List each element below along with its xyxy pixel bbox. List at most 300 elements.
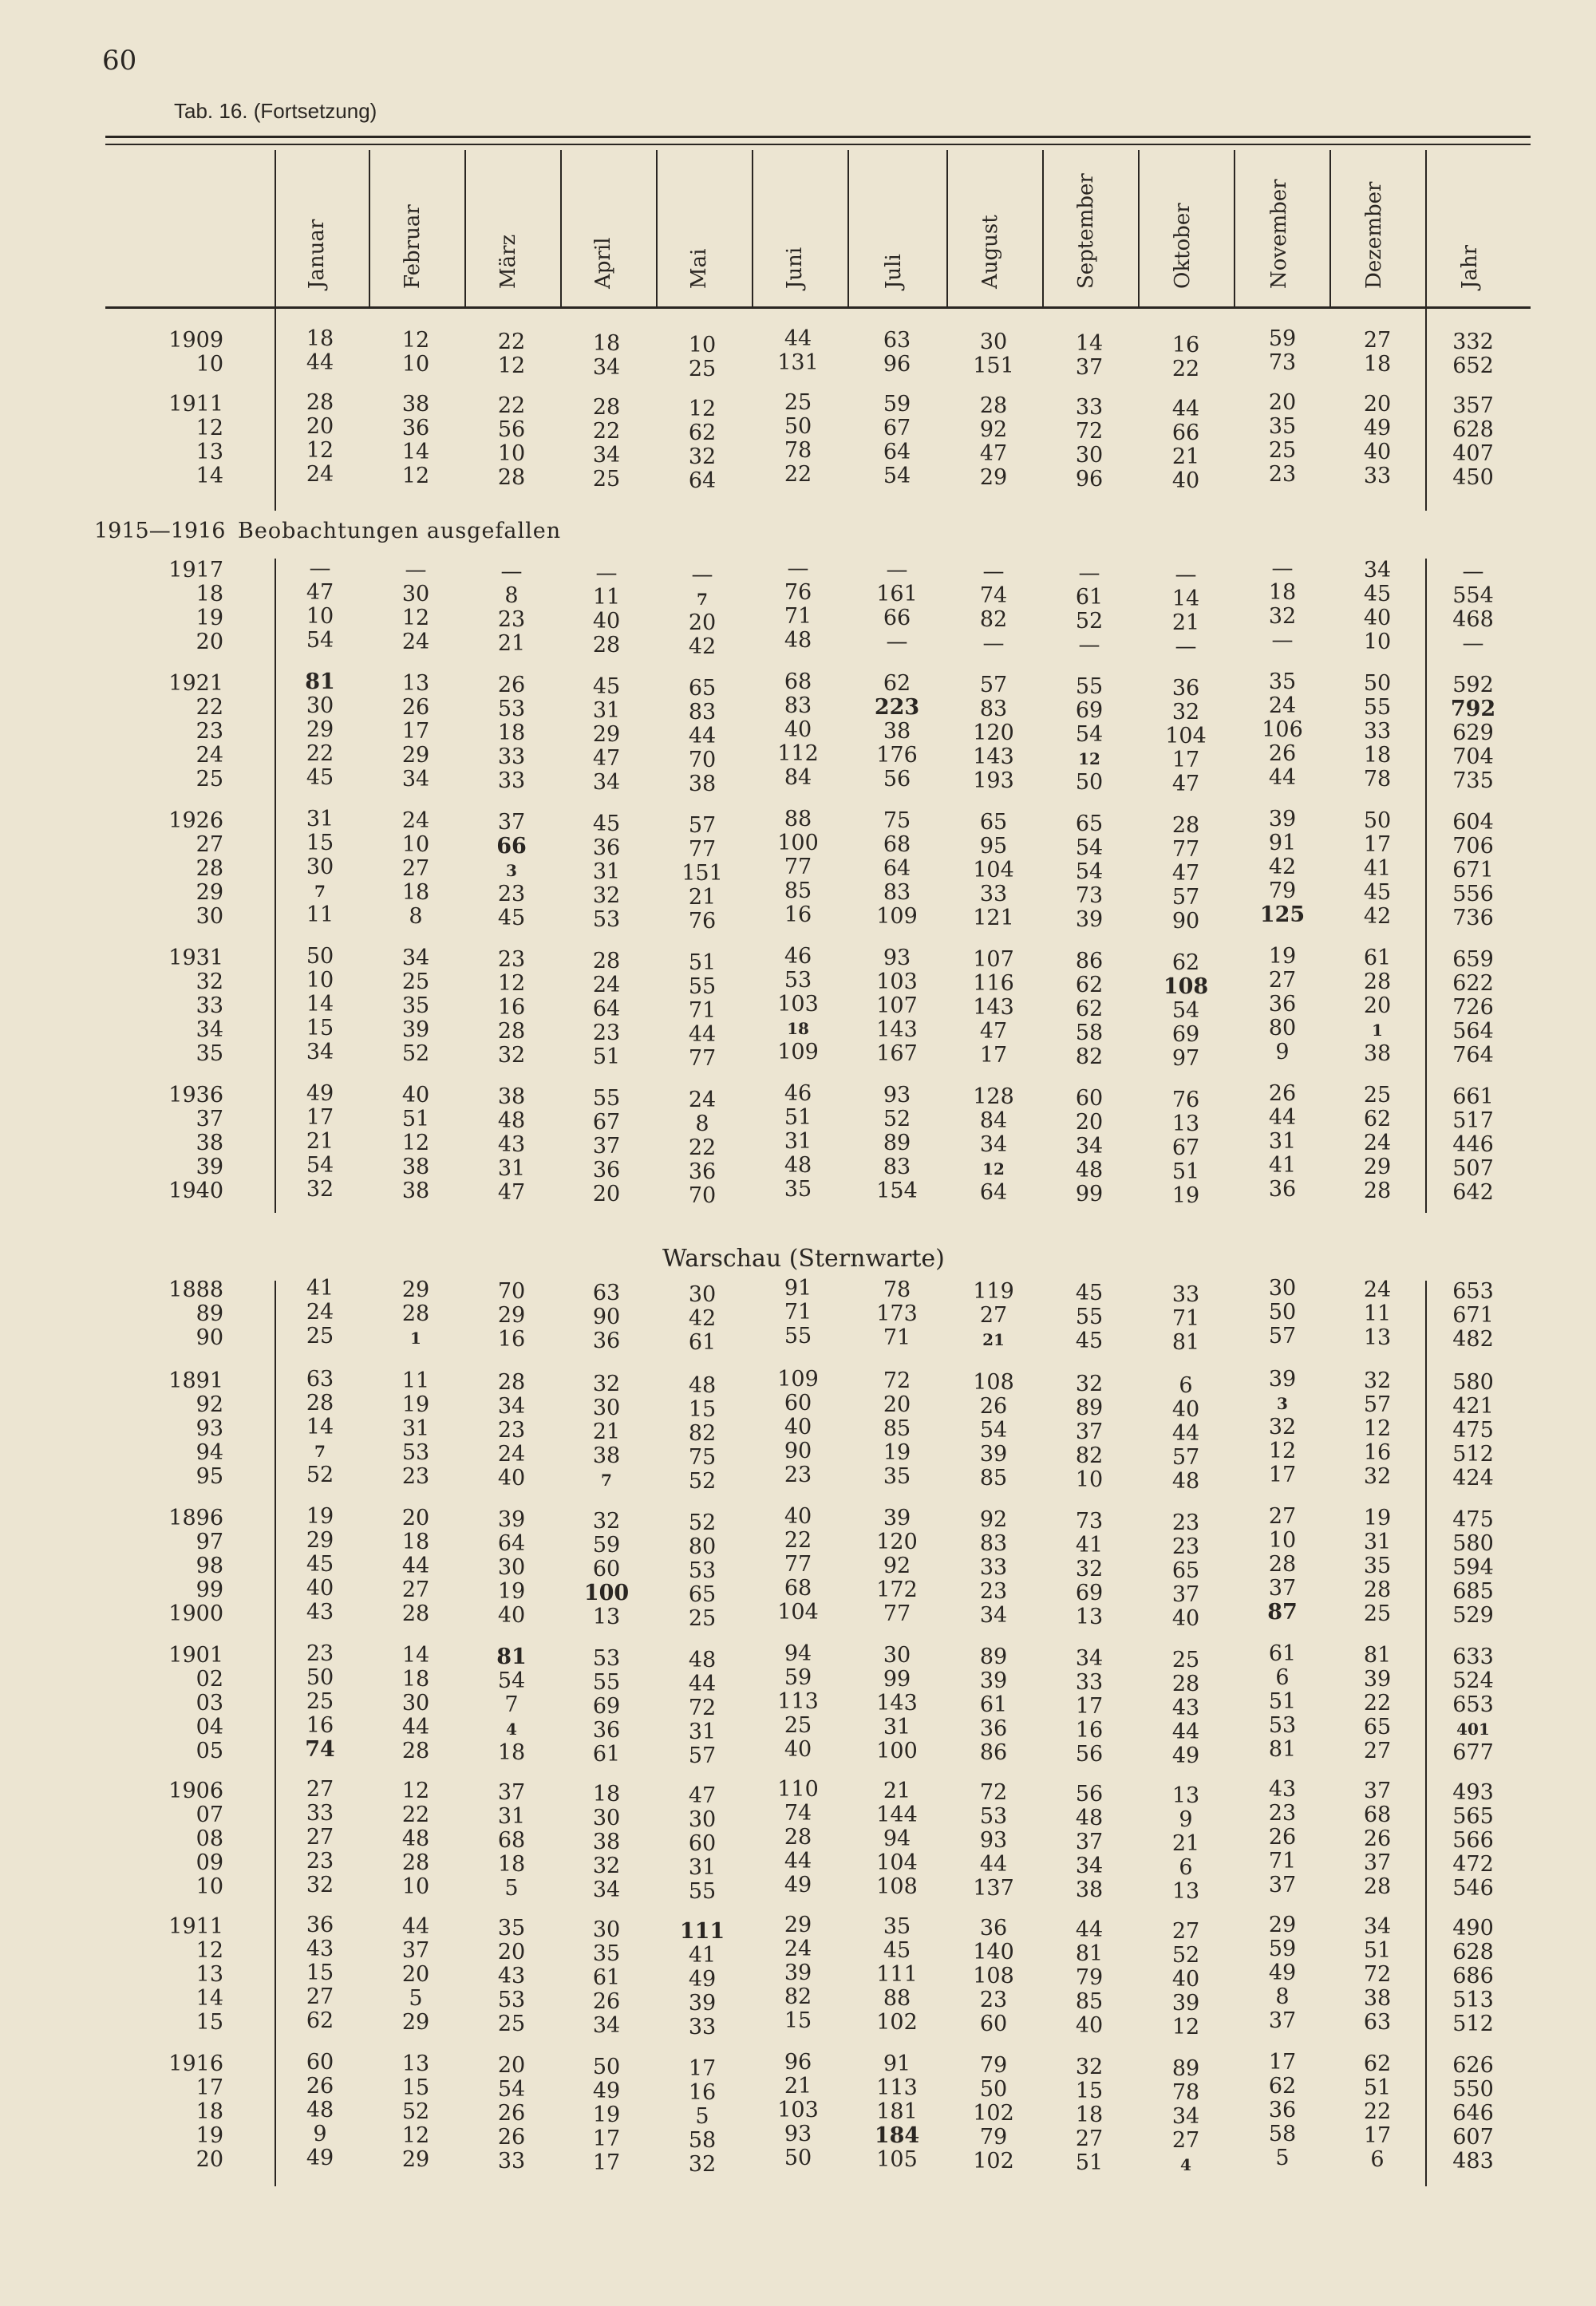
month-value-cell: 13 — [1363, 1325, 1392, 1350]
month-value-cell: 8 — [695, 1112, 709, 1136]
month-value-cell: 37 — [401, 1938, 430, 1963]
month-value-cell: 32 — [1075, 1557, 1104, 1581]
month-value-cell: 45 — [1363, 582, 1392, 606]
month-value-cell: 27 — [401, 856, 430, 881]
month-value-cell: 25 — [401, 969, 430, 994]
month-value-cell: 21 — [497, 631, 526, 656]
month-value-cell: 50 — [306, 944, 334, 969]
month-value-cell: 23 — [979, 1579, 1008, 1604]
month-value-cell: 14 — [401, 440, 430, 464]
month-value-cell: 51 — [1171, 1159, 1200, 1184]
month-value-cell: 64 — [688, 468, 717, 493]
month-value-cell: 19 — [1268, 944, 1297, 969]
month-value-cell: 96 — [883, 352, 911, 377]
month-value-cell: 18 — [592, 331, 621, 356]
month-value-cell: 63 — [592, 1281, 621, 1305]
month-value-cell: 36 — [401, 416, 430, 440]
month-value-cell: 38 — [497, 1084, 526, 1109]
month-value-cell: 17 — [592, 2150, 621, 2175]
month-value-cell: 57 — [1268, 1324, 1297, 1348]
month-value-cell: 66 — [1171, 421, 1200, 445]
month-value-cell: 50 — [306, 1665, 334, 1690]
month-value-cell: 71 — [688, 998, 717, 1023]
month-value-cell: 64 — [979, 1180, 1008, 1205]
month-value-cell: 39 — [1171, 1991, 1200, 2016]
month-value-cell: 37 — [497, 1780, 526, 1805]
month-value-cell: 82 — [1075, 1044, 1104, 1069]
year-label: 38 — [196, 1131, 223, 1155]
month-value-cell: 43 — [1268, 1777, 1297, 1802]
month-value-cell: 24 — [1268, 693, 1297, 718]
month-value-cell: 61 — [592, 1742, 621, 1767]
month-value-cell: 60 — [306, 2050, 334, 2075]
month-value-cell: 45 — [306, 1552, 334, 1577]
month-value-cell: 48 — [784, 628, 812, 653]
month-value-cell: 143 — [973, 744, 1014, 769]
month-value-cell: 12 — [401, 1131, 430, 1155]
month-value-cell: 87 — [1267, 1600, 1298, 1625]
month-value-cell: 49 — [1268, 1960, 1297, 1985]
month-value-cell: 47 — [979, 441, 1008, 466]
month-value-cell: 17 — [306, 1105, 334, 1130]
month-value-cell: 82 — [979, 607, 1008, 632]
month-value-cell: 31 — [784, 1129, 812, 1154]
month-value-cell: 28 — [401, 1850, 430, 1875]
gap-note: Beobachtungen ausgefallen — [238, 519, 562, 543]
month-value-cell: 70 — [688, 1183, 717, 1208]
year-label: 95 — [196, 1464, 223, 1489]
month-value-cell: 23 — [497, 607, 526, 632]
month-value-cell: 49 — [306, 1081, 334, 1106]
month-value-cell: 17 — [1363, 832, 1392, 857]
month-value-cell: 12 — [497, 353, 526, 378]
year-label: 37 — [196, 1107, 223, 1131]
month-header-label: März — [496, 234, 520, 289]
column-divider — [656, 150, 658, 306]
month-value-cell: 96 — [1075, 467, 1104, 492]
year-total-cell: 661 — [1452, 1084, 1494, 1109]
month-value-cell: 52 — [1075, 609, 1104, 634]
month-value-cell: 42 — [688, 634, 717, 659]
month-value-cell: 61 — [688, 1330, 717, 1355]
month-value-cell: 15 — [306, 1016, 334, 1040]
year-label: 28 — [196, 856, 223, 881]
month-value-cell: 34 — [979, 1132, 1008, 1157]
month-value-cell: 137 — [973, 1876, 1014, 1901]
month-value-cell: 27 — [1268, 968, 1297, 993]
month-value-cell: 43 — [497, 1132, 526, 1157]
month-value-cell: 41 — [1363, 856, 1392, 881]
year-total-cell: 517 — [1452, 1108, 1494, 1133]
month-value-cell: 37 — [1363, 1779, 1392, 1803]
month-value-cell: 29 — [401, 1277, 430, 1302]
year-total-cell: 677 — [1452, 1740, 1494, 1765]
month-value-cell: 20 — [592, 1182, 621, 1206]
column-divider — [847, 150, 849, 306]
month-value-cell: 105 — [876, 2147, 918, 2172]
year-total-cell: 622 — [1452, 971, 1494, 996]
month-value-cell: 32 — [1075, 2055, 1104, 2079]
month-value-cell: 15 — [401, 2075, 430, 2100]
month-value-cell: 59 — [883, 392, 911, 417]
year-total-cell: 671 — [1452, 858, 1494, 883]
year-total-cell: 512 — [1452, 1442, 1494, 1467]
month-value-cell: 32 — [1363, 1368, 1392, 1393]
month-value-cell: 113 — [876, 2075, 918, 2100]
month-value-cell: 3 — [1277, 1394, 1288, 1413]
year-total-cell: 629 — [1452, 721, 1494, 745]
month-value-cell: 30 — [306, 693, 334, 718]
month-value-cell: 29 — [306, 717, 334, 742]
month-value-cell: 66 — [883, 606, 911, 630]
month-value-cell: 90 — [1171, 909, 1200, 934]
month-value-cell: 65 — [979, 810, 1008, 835]
month-value-cell: — — [405, 558, 427, 582]
year-total-cell: 592 — [1452, 673, 1494, 697]
month-value-cell: 104 — [973, 858, 1014, 883]
month-value-cell: 45 — [1363, 880, 1392, 905]
month-value-cell: 33 — [1171, 1282, 1200, 1307]
month-value-cell: 41 — [306, 1276, 334, 1301]
month-value-cell: 53 — [401, 1440, 430, 1465]
month-header-label: Oktober — [1171, 203, 1195, 289]
month-value-cell: 60 — [784, 1391, 812, 1416]
month-value-cell: 26 — [979, 1394, 1008, 1419]
month-value-cell: 61 — [592, 1965, 621, 1990]
month-value-cell: 17 — [1268, 1463, 1297, 1487]
month-value-cell: 28 — [1363, 1874, 1392, 1899]
month-value-cell: 24 — [306, 462, 334, 487]
year-label: 1896 — [168, 1506, 223, 1530]
month-value-cell: 34 — [1075, 1134, 1104, 1159]
month-value-cell: 34 — [401, 767, 430, 792]
month-value-cell: 33 — [1363, 719, 1392, 744]
year-label: 99 — [196, 1577, 223, 1602]
month-value-cell: 28 — [979, 393, 1008, 418]
month-value-cell: 35 — [1268, 669, 1297, 694]
month-value-cell: 21 — [306, 1129, 334, 1154]
month-value-cell: 26 — [1363, 1826, 1392, 1851]
month-value-cell: 51 — [401, 1107, 430, 1131]
month-value-cell: 39 — [784, 1960, 812, 1985]
month-value-cell: 32 — [688, 2152, 717, 2177]
month-value-cell: 10 — [401, 1874, 430, 1899]
month-value-cell: 11 — [1363, 1301, 1392, 1326]
month-value-cell: 77 — [784, 1552, 812, 1577]
month-value-cell: 10 — [1075, 1467, 1104, 1492]
year-label: 1888 — [168, 1277, 223, 1302]
month-value-cell: 12 — [688, 397, 717, 421]
month-value-cell: 24 — [401, 630, 430, 654]
month-value-cell: 10 — [688, 333, 717, 357]
month-value-cell: 93 — [883, 946, 911, 970]
month-value-cell: 25 — [306, 1689, 334, 1714]
month-value-cell: 54 — [306, 628, 334, 653]
month-value-cell: 27 — [306, 1984, 334, 2009]
year-total-cell: 642 — [1452, 1180, 1494, 1205]
month-value-cell: 23 — [401, 1464, 430, 1489]
month-value-cell: 81 — [1171, 1330, 1200, 1355]
year-label: 18 — [196, 2099, 223, 2124]
month-value-cell: 77 — [688, 837, 717, 862]
month-value-cell: 20 — [1268, 390, 1297, 415]
month-value-cell: 17 — [592, 2126, 621, 2151]
month-value-cell: 108 — [973, 1964, 1014, 1988]
column-divider — [1425, 150, 1427, 306]
month-value-cell: 83 — [688, 700, 717, 725]
month-value-cell: 43 — [1171, 1696, 1200, 1720]
month-value-cell: 62 — [688, 421, 717, 445]
month-value-cell: 93 — [979, 1828, 1008, 1853]
month-value-cell: 1 — [410, 1329, 421, 1348]
year-total-cell: 628 — [1452, 417, 1494, 442]
month-value-cell: 44 — [784, 326, 812, 351]
month-value-cell: 54 — [306, 1153, 334, 1178]
month-value-cell: 77 — [688, 1046, 717, 1071]
month-value-cell: 22 — [497, 393, 526, 418]
month-value-cell: 49 — [1171, 1743, 1200, 1768]
month-value-cell: 81 — [496, 1645, 527, 1669]
year-total-cell: 407 — [1452, 441, 1494, 466]
month-value-cell: 83 — [784, 693, 812, 718]
month-value-cell: 27 — [1075, 2126, 1104, 2151]
month-value-cell: 30 — [401, 1691, 430, 1716]
month-value-cell: 23 — [1268, 462, 1297, 487]
month-value-cell: 82 — [688, 1421, 717, 1446]
year-label: 93 — [196, 1416, 223, 1441]
month-value-cell: 7 — [314, 1442, 326, 1461]
month-value-cell: 15 — [688, 1397, 717, 1422]
month-value-cell: 59 — [592, 1533, 621, 1558]
month-value-cell: — — [1175, 563, 1197, 587]
month-value-cell: 18 — [401, 1667, 430, 1692]
month-value-cell: 10 — [1363, 630, 1392, 654]
month-value-cell: 29 — [979, 465, 1008, 490]
year-label: 92 — [196, 1392, 223, 1417]
month-value-cell: 62 — [1363, 1107, 1392, 1131]
year-label: 08 — [196, 1826, 223, 1851]
month-value-cell: 32 — [1171, 700, 1200, 725]
month-value-cell: 91 — [883, 2051, 911, 2076]
year-label: 97 — [196, 1530, 223, 1554]
year-label: 94 — [196, 1440, 223, 1465]
month-value-cell: 6 — [1370, 2147, 1385, 2172]
month-value-cell: 10 — [401, 832, 430, 857]
month-value-cell: 40 — [784, 1737, 812, 1762]
month-value-cell: 7 — [601, 1471, 612, 1490]
month-value-cell: 19 — [306, 1504, 334, 1529]
month-value-cell: 73 — [1268, 350, 1297, 375]
month-value-cell: 5 — [1275, 2146, 1290, 2170]
month-value-cell: 21 — [982, 1330, 1005, 1349]
month-value-cell: 29 — [401, 2147, 430, 2172]
month-value-cell: 25 — [688, 1606, 717, 1631]
month-value-cell: 81 — [1363, 1643, 1392, 1668]
year-total-cell: 706 — [1452, 834, 1494, 859]
month-value-cell: 43 — [497, 1964, 526, 1988]
year-total-cell: 357 — [1452, 393, 1494, 418]
month-value-cell: 53 — [1268, 1713, 1297, 1738]
year-label: 19 — [196, 2123, 223, 2148]
year-label: 23 — [196, 719, 223, 744]
month-value-cell: 52 — [401, 1041, 430, 1066]
year-total-cell: 556 — [1452, 882, 1494, 906]
month-value-cell: 36 — [1268, 992, 1297, 1017]
month-value-cell: 91 — [784, 1276, 812, 1301]
year-label: 34 — [196, 1017, 223, 1042]
month-value-cell: 38 — [592, 1830, 621, 1854]
month-value-cell: 85 — [883, 1416, 911, 1441]
month-value-cell: 20 — [306, 414, 334, 439]
month-value-cell: 22 — [784, 462, 812, 487]
month-value-cell: 78 — [784, 438, 812, 463]
month-value-cell: 37 — [1268, 1873, 1297, 1897]
month-value-cell: 53 — [592, 1646, 621, 1671]
year-label: 98 — [196, 1554, 223, 1578]
year-total-cell: 764 — [1452, 1043, 1494, 1068]
month-value-cell: 53 — [979, 1804, 1008, 1829]
year-label: 13 — [196, 1962, 223, 1987]
month-value-cell: 24 — [1363, 1277, 1392, 1302]
month-value-cell: 52 — [688, 1469, 717, 1494]
month-value-cell: 36 — [1171, 676, 1200, 701]
month-value-cell: 76 — [784, 580, 812, 605]
month-value-cell: 75 — [688, 1445, 717, 1470]
column-divider — [1329, 150, 1331, 306]
year-total-cell: 550 — [1452, 2077, 1494, 2102]
year-label: 1900 — [168, 1601, 223, 1626]
month-value-cell: 4 — [1180, 2155, 1191, 2174]
month-value-cell: 6 — [1179, 1855, 1193, 1880]
year-total-cell: 554 — [1452, 583, 1494, 608]
month-value-cell: 46 — [784, 1081, 812, 1106]
month-value-cell: 27 — [1171, 2128, 1200, 2153]
month-value-cell: 38 — [1075, 1878, 1104, 1902]
month-value-cell: 31 — [401, 1416, 430, 1441]
month-value-cell: 77 — [1171, 837, 1200, 862]
month-value-cell: 111 — [876, 1962, 918, 1987]
month-value-cell: 184 — [874, 2123, 920, 2148]
year-label: 02 — [196, 1667, 223, 1692]
month-value-cell: 106 — [1262, 717, 1303, 742]
month-value-cell: 112 — [777, 741, 819, 766]
month-value-cell: 3 — [506, 861, 517, 880]
month-value-cell: 57 — [688, 813, 717, 838]
month-value-cell: 26 — [497, 673, 526, 697]
month-value-cell: 37 — [1075, 355, 1104, 380]
month-value-cell: 28 — [497, 1019, 526, 1044]
month-value-cell: 28 — [497, 1370, 526, 1395]
month-value-cell: 83 — [979, 1531, 1008, 1556]
month-value-cell: 109 — [876, 904, 918, 929]
month-value-cell: 60 — [1075, 1086, 1104, 1111]
month-value-cell: 13 — [401, 671, 430, 696]
month-value-cell: 50 — [1363, 671, 1392, 696]
month-value-cell: 19 — [497, 1579, 526, 1604]
month-value-cell: 79 — [979, 2053, 1008, 2078]
month-value-cell: 53 — [784, 968, 812, 993]
year-label: 1906 — [168, 1779, 223, 1803]
month-value-cell: 25 — [1363, 1083, 1392, 1108]
month-value-cell: 18 — [497, 1740, 526, 1765]
top-rule-inner — [105, 144, 1531, 145]
month-value-cell: 8 — [1275, 1984, 1290, 2009]
month-value-cell: — — [1271, 628, 1294, 653]
year-label: 14 — [196, 1986, 223, 2011]
month-value-cell: 29 — [592, 722, 621, 747]
month-value-cell: 40 — [1363, 606, 1392, 630]
month-value-cell: 54 — [1171, 998, 1200, 1023]
month-value-cell: 36 — [592, 1158, 621, 1183]
month-value-cell: 30 — [1268, 1276, 1297, 1301]
month-value-cell: 17 — [1268, 2050, 1297, 2075]
month-value-cell: 44 — [1171, 1421, 1200, 1446]
month-value-cell: 88 — [784, 807, 812, 831]
month-value-cell: 28 — [306, 390, 334, 415]
month-value-cell: 33 — [1075, 395, 1104, 420]
month-value-cell: 23 — [1268, 1801, 1297, 1826]
month-value-cell: 40 — [784, 1504, 812, 1529]
month-value-cell: 54 — [1075, 859, 1104, 884]
month-value-cell: 28 — [401, 1601, 430, 1626]
month-value-cell: 10 — [1268, 1528, 1297, 1553]
month-value-cell: 15 — [784, 2008, 812, 2033]
month-value-cell: 28 — [306, 1391, 334, 1416]
month-value-cell: 66 — [496, 834, 527, 859]
month-value-cell: 33 — [979, 882, 1008, 906]
month-value-cell: 19 — [1171, 1183, 1200, 1208]
month-value-cell: 83 — [883, 1155, 911, 1179]
month-value-cell: 12 — [401, 606, 430, 630]
month-value-cell: 28 — [1171, 813, 1200, 838]
month-value-cell: 116 — [973, 971, 1014, 996]
month-value-cell: 23 — [979, 1988, 1008, 2012]
month-value-cell: 34 — [1171, 2104, 1200, 2129]
month-value-cell: 22 — [497, 330, 526, 354]
year-total-cell: 736 — [1452, 906, 1494, 930]
month-value-cell: 23 — [497, 1418, 526, 1443]
month-value-cell: 68 — [883, 832, 911, 857]
month-value-cell: 50 — [1075, 770, 1104, 795]
month-value-cell: 108 — [1163, 974, 1209, 999]
column-divider — [464, 150, 466, 306]
year-total-cell: 482 — [1452, 1327, 1494, 1352]
month-value-cell: 26 — [401, 695, 430, 720]
month-value-cell: 14 — [1075, 331, 1104, 356]
month-value-cell: 39 — [1363, 1667, 1392, 1692]
month-value-cell: 104 — [1165, 724, 1207, 748]
year-total-cell: 704 — [1452, 744, 1494, 769]
month-value-cell: 20 — [688, 610, 717, 635]
year-label: 07 — [196, 1803, 223, 1827]
month-value-cell: 27 — [306, 1825, 334, 1850]
month-value-cell: 54 — [1075, 722, 1104, 747]
month-value-cell: 59 — [1268, 1937, 1297, 1961]
year-total-cell: 633 — [1452, 1645, 1494, 1669]
month-value-cell: 47 — [1171, 772, 1200, 796]
year-label: 39 — [196, 1155, 223, 1179]
month-value-cell: 96 — [784, 2050, 812, 2075]
month-value-cell: 27 — [401, 1577, 430, 1602]
column-divider — [275, 150, 276, 306]
month-value-cell: — — [1271, 556, 1294, 581]
month-value-cell: 84 — [979, 1108, 1008, 1133]
month-value-cell: 78 — [1171, 2080, 1200, 2105]
month-value-cell: 71 — [883, 1325, 911, 1350]
month-value-cell: 103 — [777, 992, 819, 1017]
month-value-cell: 28 — [497, 465, 526, 490]
year-label: 32 — [196, 969, 223, 994]
